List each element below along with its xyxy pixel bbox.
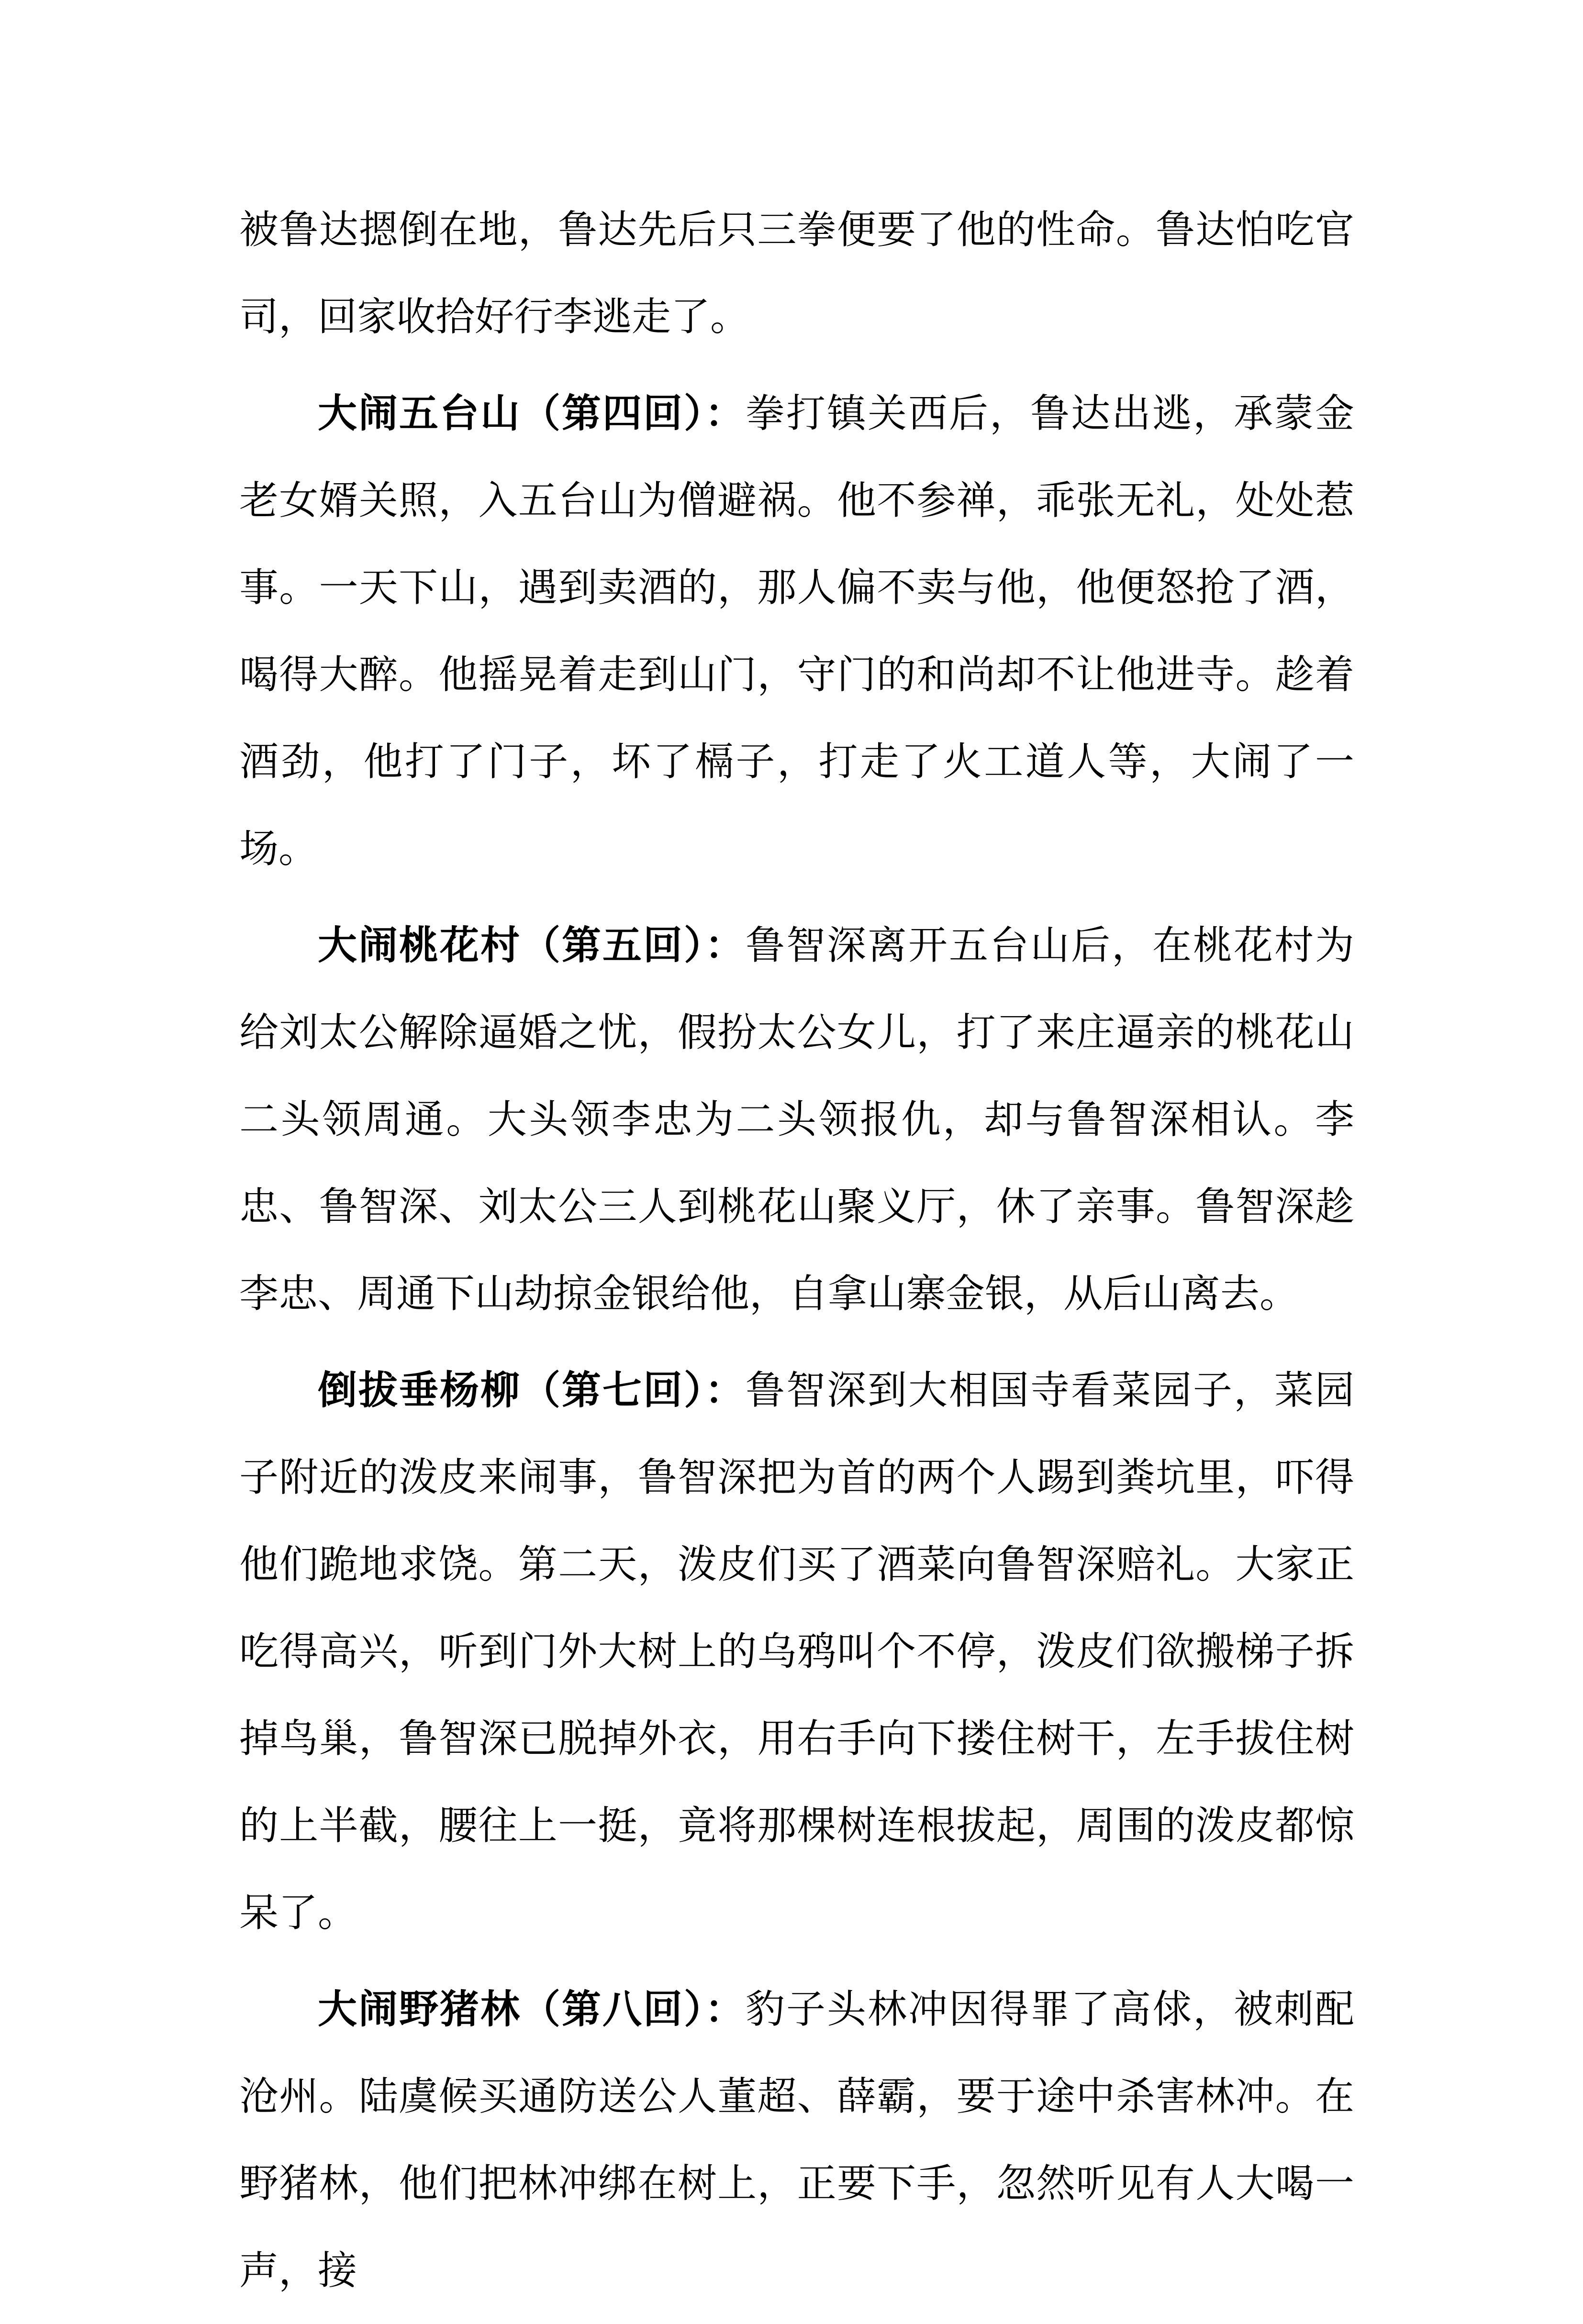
paragraph-taohuacun xyxy=(239,902,1354,1338)
paragraph-chuiyangliu xyxy=(239,1347,1354,1957)
paragraph-body: 鲁智深到大相国寺看菜园子，菜园子附近的泼皮来闹事，鲁智深把为首的两个人踢到粪坑里，吓得他们跪地求饶。第二天，泼皮们买了酒菜向鲁智深赔礼。大家正吃得高兴，听到门外大树上的乌鸦叫个不停，泼皮们欲搬梯子拆掉鸟巢，鲁智深已脱掉外衣，用右手向下搂住树干，左手拔住树的上半截，腰往上一挺，竟将那棵树连根拔起，周围的泼皮都惊呆了。 xyxy=(239,1368,1354,1936)
paragraph-heading: 大闹五台山（第四回）： xyxy=(318,391,746,436)
paragraph-body: 豹子头林冲因得罪了高俅，被刺配沧州。陆虞候买通防送公人董超、薛霸，要于途中杀害林冲。在野猪林，他们把林冲绑在树上，正要下手，忽然听见有人大喝一声，接 xyxy=(239,1987,1354,2293)
paragraph-body: 被鲁达摁倒在地，鲁达先后只三拳便要了他的性命。鲁达怕吃官司，回家收拾好行李逃走了。 xyxy=(239,207,1354,340)
paragraph-wutaishan xyxy=(239,370,1354,893)
paragraph-body: 拳打镇关西后，鲁达出逃，承蒙金老女婿关照，入五台山为僧避祸。他不参禅，乖张无礼，处处惹事。一天下山，遇到卖酒的，那人偏不卖与他，他便怒抢了酒，喝得大醉。他摇晃着走到山门，守门的和尚却不让他进寺。趁着酒劲，他打了门子，坏了槅子，打走了火工道人等，大闹了一场。 xyxy=(239,391,1354,872)
paragraph-heading: 倒拔垂杨柳（第七回）： xyxy=(318,1368,746,1413)
paragraph-yezhulin xyxy=(239,1966,1354,2314)
paragraph-heading: 大闹野猪林（第八回）： xyxy=(318,1987,746,2032)
paragraph-heading: 大闹桃花村（第五回）： xyxy=(318,923,746,968)
document-page xyxy=(239,187,1354,2324)
paragraph-continuation xyxy=(239,187,1354,361)
paragraph-body: 鲁智深离开五台山后，在桃花村为给刘太公解除逼婚之忧，假扮太公女儿，打了来庄逼亲的桃花山二头领周通。大头领李忠为二头领报仇，却与鲁智深相认。李忠、鲁智深、刘太公三人到桃花山聚义厅，休了亲事。鲁智深趁李忠、周通下山劫掠金银给他，自拿山寨金银，从后山离去。 xyxy=(239,923,1354,1317)
